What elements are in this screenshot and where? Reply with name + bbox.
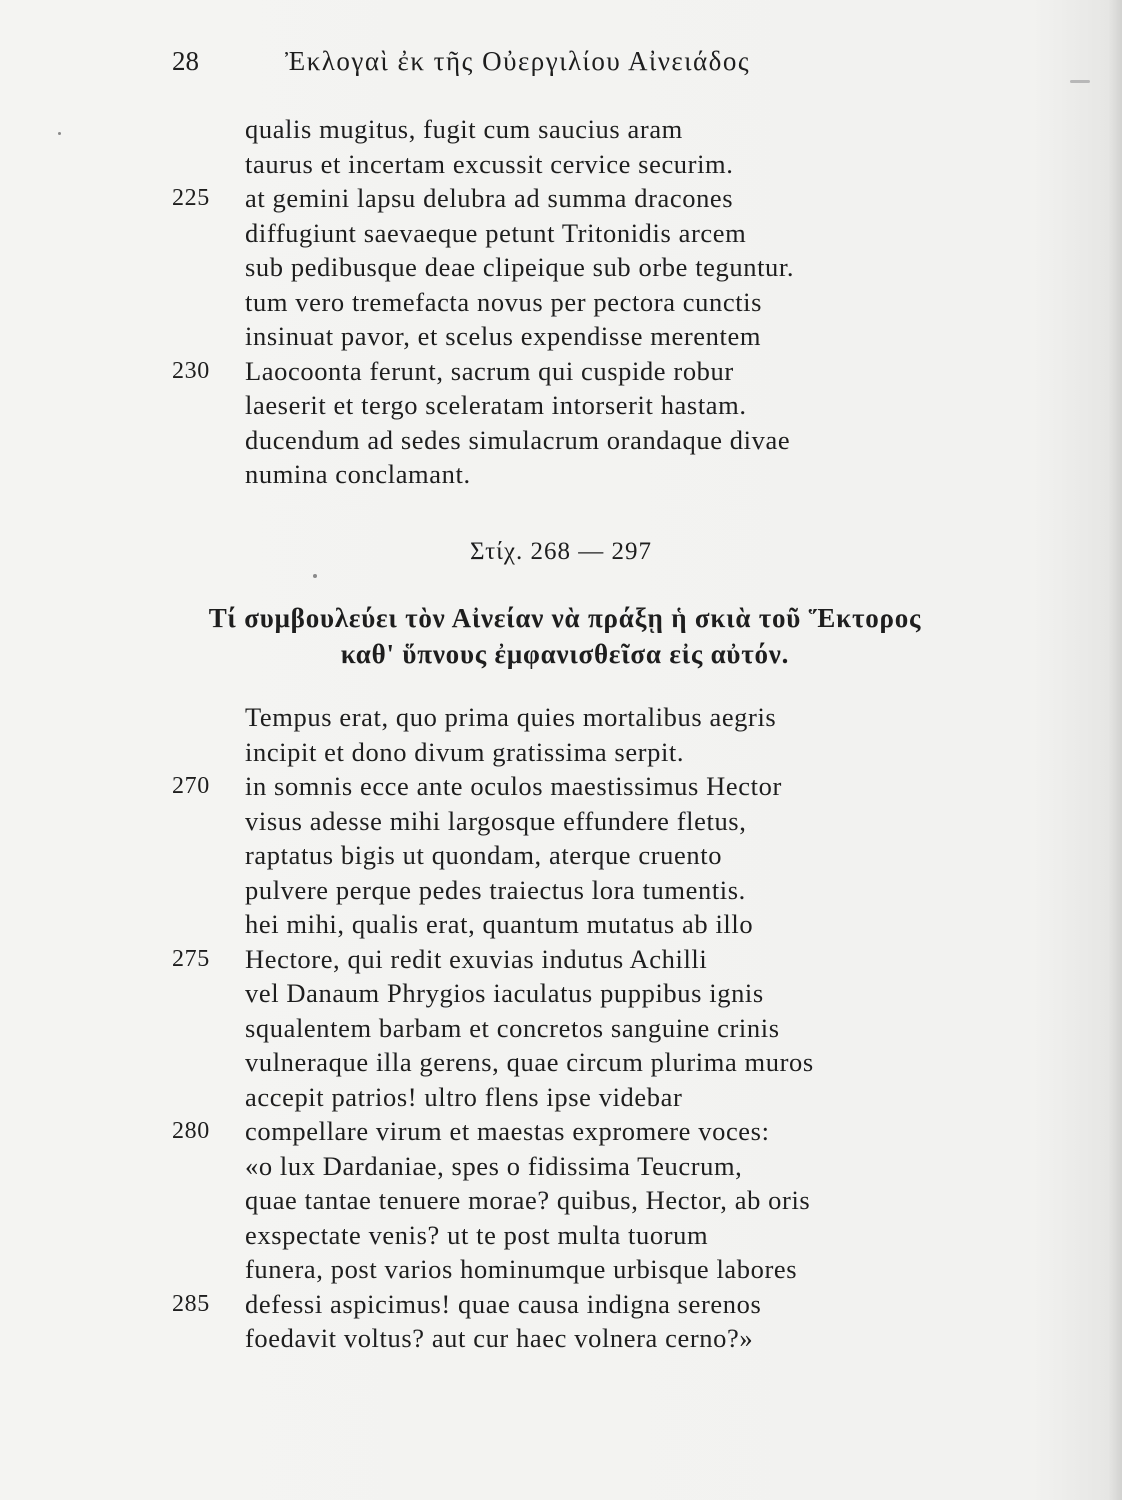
line-text: diffugiunt saevaeque petunt Tritonidis arcem bbox=[245, 217, 747, 248]
verse-line bbox=[172, 873, 992, 908]
passage-one bbox=[172, 112, 992, 492]
verse-line bbox=[172, 1252, 992, 1287]
line-text: vel Danaum Phrygios iaculatus puppibus ignis bbox=[245, 978, 764, 1008]
verse-line bbox=[172, 216, 992, 251]
verse-line bbox=[172, 942, 992, 977]
verse-line bbox=[172, 1114, 992, 1149]
line-text: numina conclamant. bbox=[245, 459, 471, 489]
line-number: 270 bbox=[172, 773, 210, 799]
line-text: hei mihi, qualis erat, quantum mutatus ab illo bbox=[245, 909, 754, 939]
verse-line bbox=[172, 319, 992, 354]
verse-line bbox=[172, 700, 992, 735]
section-heading-line-2: καθ' ὕπνους ἐμφανισθεῖσα εἰς αὐτόν. bbox=[340, 639, 790, 669]
line-text: laeserit et tergo sceleratam intorserit hastam. bbox=[245, 390, 747, 420]
line-text: insinuat pavor, et scelus expendisse merentem bbox=[245, 321, 762, 351]
running-title: Ἐκλογαὶ ἐκ τῆς Οὐεργιλίου Αἰνειάδος bbox=[285, 46, 751, 76]
verse-line bbox=[172, 147, 992, 182]
verse-line bbox=[172, 907, 992, 942]
verse-line bbox=[172, 976, 992, 1011]
verse-line bbox=[172, 838, 992, 873]
verse-line bbox=[172, 804, 992, 839]
line-number: 230 bbox=[172, 357, 210, 384]
verse-line bbox=[172, 769, 992, 804]
verse-line bbox=[172, 285, 992, 320]
line-text: tum vero tremefacta novus per pectora cunctis bbox=[245, 286, 763, 317]
verse-line bbox=[172, 250, 992, 285]
line-number: 285 bbox=[172, 1290, 210, 1317]
line-text: taurus et incertam excussit cervice securim. bbox=[245, 148, 734, 179]
verse-line bbox=[172, 181, 992, 216]
line-number: 280 bbox=[172, 1118, 210, 1144]
line-text: Hectore, qui redit exuvias indutus Achilli bbox=[245, 943, 708, 974]
verse-line bbox=[172, 1045, 992, 1080]
line-text: vulneraque illa gerens, quae circum plurima muros bbox=[245, 1047, 814, 1077]
line-text: sub pedibusque deae clipeique sub orbe teguntur. bbox=[245, 252, 795, 282]
verse-line bbox=[172, 112, 992, 147]
verse-line bbox=[172, 1011, 992, 1046]
running-head bbox=[172, 46, 932, 86]
line-text: compellare virum et maestas expromere voces: bbox=[245, 1116, 770, 1146]
line-text: foedavit voltus? aut cur haec volnera cerno?» bbox=[245, 1323, 754, 1353]
line-text: exspectate venis? ut te post multa tuorum bbox=[245, 1219, 709, 1250]
line-text: at gemini lapsu delubra ad summa dracones bbox=[245, 183, 734, 213]
line-text: incipit et dono divum gratissima serpit. bbox=[245, 736, 685, 767]
line-text: pulvere perque pedes traiectus lora tumentis. bbox=[245, 874, 746, 905]
print-speck bbox=[1070, 80, 1090, 83]
verse-line bbox=[172, 1287, 992, 1322]
verse-line bbox=[172, 388, 992, 423]
line-number: 225 bbox=[172, 185, 210, 211]
verse-line bbox=[172, 423, 992, 458]
page-number: 28 bbox=[172, 46, 199, 76]
line-text: qualis mugitus, fugit cum saucius aram bbox=[245, 114, 683, 144]
passage-two bbox=[172, 700, 992, 1356]
section-heading-line-1: Τί συμβουλεύει τὸν Αἰνείαν νὰ πράξῃ ἡ σκιὰ τοῦ Ἕκτορος bbox=[208, 603, 922, 633]
section-reference: Στίχ. 268 — 297 bbox=[470, 538, 652, 565]
verse-line bbox=[172, 735, 992, 770]
line-text: visus adesse mihi largosque effundere fletus, bbox=[245, 805, 747, 836]
line-text: accepit patrios! ultro flens ipse videbar bbox=[245, 1081, 683, 1112]
line-text: in somnis ecce ante oculos maestissimus Hector bbox=[245, 771, 782, 801]
line-text: funera, post varios hominumque urbisque labores bbox=[245, 1254, 798, 1284]
verse-line bbox=[172, 1321, 992, 1356]
line-text: ducendum ad sedes simulacrum orandaque divae bbox=[245, 424, 791, 455]
line-text: raptatus bigis ut quondam, aterque cruento bbox=[245, 840, 723, 870]
line-text: «o lux Dardaniae, spes o fidissima Teucrum, bbox=[245, 1150, 743, 1181]
verse-line bbox=[172, 1183, 992, 1218]
verse-line bbox=[172, 354, 992, 389]
line-text: defessi aspicimus! quae causa indigna serenos bbox=[245, 1288, 762, 1319]
line-text: Tempus erat, quo prima quies mortalibus aegris bbox=[245, 702, 777, 732]
verse-line bbox=[172, 1080, 992, 1115]
section-heading bbox=[150, 600, 980, 672]
line-number: 275 bbox=[172, 945, 210, 972]
print-speck bbox=[313, 574, 317, 578]
verse-line bbox=[172, 457, 992, 492]
line-text: Laocoonta ferunt, sacrum qui cuspide robur bbox=[245, 355, 734, 386]
line-text: squalentem barbam et concretos sanguine crinis bbox=[245, 1012, 780, 1043]
verse-line bbox=[172, 1218, 992, 1253]
page-edge-shadow bbox=[1108, 0, 1122, 1500]
verse-line bbox=[172, 1149, 992, 1184]
line-text: quae tantae tenuere morae? quibus, Hector, ab oris bbox=[245, 1185, 811, 1215]
print-speck bbox=[58, 132, 61, 135]
